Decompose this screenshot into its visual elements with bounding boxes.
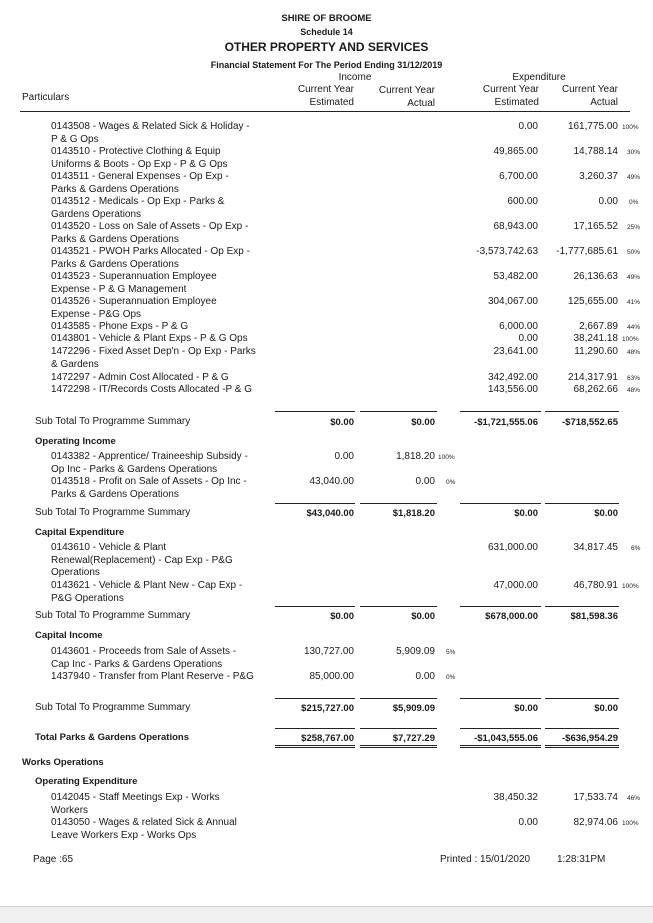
section-title-capital-expenditure: Capital Expenditure [35, 527, 125, 538]
exp-act-header-line2: Actual [590, 97, 618, 108]
list-item: 0142045 - Staff Meetings Exp - Works Workers [51, 792, 220, 816]
exp-estimated-value: 23,641.00 [493, 346, 538, 357]
percent-badge: 41% [627, 299, 641, 306]
list-item: 0143601 - Proceeds from Sale of Assets - Cap Inc - Parks & Gardens Operations [51, 646, 237, 670]
inc-est-header-line1: Current Year [297, 84, 354, 95]
total-double-rule [460, 745, 541, 748]
subtotal-label: Sub Total To Programme Summary [35, 507, 191, 518]
printed-date: Printed : 15/01/2020 [440, 854, 531, 865]
subtotal-inc-est: $215,727.00 [301, 703, 354, 714]
subtotal-rule [545, 411, 619, 412]
total-double-rule [275, 745, 355, 748]
subtotal-rule [275, 698, 355, 699]
subtotal-rule [360, 411, 437, 412]
inc-est-header-line2: Estimated [309, 97, 354, 108]
exp-actual-value: 161,775.00 [567, 121, 618, 132]
total-exp-act: -$636,954.29 [562, 733, 618, 744]
expenditure-group-header: Expenditure [512, 72, 566, 83]
subtotal-label: Sub Total To Programme Summary [35, 416, 191, 427]
exp-actual-value: 38,241.18 [573, 333, 618, 344]
list-item: 1472298 - IT/Records Costs Allocated -P & G [51, 384, 253, 395]
percent-badge: 6% [631, 545, 641, 552]
subtotal-inc-est: $0.00 [330, 417, 354, 428]
subtotal-exp-act: $0.00 [594, 703, 618, 714]
viewer-bottom-bar [0, 906, 653, 923]
exp-estimated-value: 631,000.00 [487, 542, 538, 553]
total-rule [545, 728, 619, 729]
total-inc-act: $7,727.29 [392, 733, 435, 744]
exp-estimated-value: 304,067.00 [487, 296, 538, 307]
list-item: 0143512 - Medicals - Op Exp - Parks & Gardens Operations [51, 196, 225, 220]
percent-badge: 100% [622, 336, 639, 343]
shire-name: SHIRE OF BROOME [281, 13, 372, 24]
subtotal-exp-est: $0.00 [514, 703, 538, 714]
subtotal-label: Sub Total To Programme Summary [35, 610, 191, 621]
percent-badge: 49% [627, 174, 641, 181]
total-label: Total Parks & Gardens Operations [35, 732, 189, 743]
list-item: 0143610 - Vehicle & Plant Renewal(Replacement) - Cap Exp - P&G Operations [51, 542, 233, 578]
exp-actual-value: -1,777,685.61 [556, 246, 618, 257]
subtotal-rule [275, 503, 355, 504]
total-double-rule [360, 745, 437, 748]
exp-actual-value: 46,780.91 [573, 580, 618, 591]
list-item: 0143523 - Superannuation Employee Expense - P & G Management [51, 271, 217, 295]
exp-actual-value: 11,290.60 [574, 346, 618, 357]
subtotal-exp-est: -$1,721,555.06 [474, 417, 538, 428]
list-item: 0143526 - Superannuation Employee Expense - P&G Ops [51, 296, 217, 320]
header-divider [20, 111, 630, 112]
exp-estimated-value: 0.00 [518, 817, 538, 828]
subtotal-rule [275, 606, 355, 607]
subtotal-inc-est: $0.00 [330, 611, 354, 622]
subtotal-rule [460, 606, 541, 607]
list-item: 0143621 - Vehicle & Plant New - Cap Exp - P&G Operations [51, 580, 243, 604]
exp-actual-value: 3,260.37 [579, 171, 618, 182]
percent-badge: 100% [622, 820, 639, 827]
percent-badge: 100% [438, 454, 455, 461]
subtotal-label: Sub Total To Programme Summary [35, 702, 191, 713]
inc-actual-value: 5,909.09 [396, 646, 435, 657]
percent-badge: 30% [627, 149, 641, 156]
percent-badge: 50% [627, 249, 641, 256]
list-item: 0143508 - Wages & Related Sick & Holiday - P & G Ops [51, 121, 250, 145]
inc-actual-value: 0.00 [415, 671, 435, 682]
exp-actual-value: 68,262.66 [573, 384, 618, 395]
list-item: 0143382 - Apprentice/ Traineeship Subsidy - Op Inc - Parks & Gardens Operations [51, 451, 248, 475]
list-item: 0143521 - PWOH Parks Allocated - Op Exp - Parks & Gardens Operations [51, 246, 250, 270]
section-title-operating-expenditure: Operating Expenditure [35, 776, 138, 787]
percent-badge: 0% [446, 479, 456, 486]
subtotal-inc-est: $43,040.00 [306, 508, 354, 519]
exp-estimated-value: 6,700.00 [499, 171, 538, 182]
inc-actual-value: 0.00 [415, 476, 435, 487]
exp-estimated-value: -3,573,742.63 [476, 246, 538, 257]
percent-badge: 5% [446, 649, 456, 656]
total-rule [360, 728, 437, 729]
exp-actual-value: 0.00 [598, 196, 618, 207]
exp-estimated-value: 38,450.32 [493, 792, 538, 803]
subtotal-rule [460, 503, 541, 504]
inc-act-header-line2: Actual [407, 98, 435, 109]
subtotal-exp-est: $678,000.00 [485, 611, 538, 622]
exp-estimated-value: 6,000.00 [499, 321, 538, 332]
list-item: 0143801 - Vehicle & Plant Exps - P & G Ops [51, 333, 248, 344]
list-item: 0143520 - Loss on Sale of Assets - Op Exp - Parks & Gardens Operations [51, 221, 249, 245]
percent-badge: 25% [627, 224, 641, 231]
exp-estimated-value: 342,492.00 [487, 372, 538, 383]
exp-actual-value: 214,317.91 [567, 372, 618, 383]
exp-actual-value: 82,974.06 [573, 817, 618, 828]
section-title-capital-income: Capital Income [35, 630, 103, 641]
exp-estimated-value: 68,943.00 [493, 221, 538, 232]
section-title-works-operations: Works Operations [22, 757, 104, 768]
subtotal-exp-act: -$718,552.65 [562, 417, 618, 428]
inc-actual-value: 1,818.20 [396, 451, 435, 462]
exp-estimated-value: 143,556.00 [487, 384, 538, 395]
subtotal-exp-est: $0.00 [514, 508, 538, 519]
exp-estimated-value: 0.00 [518, 333, 538, 344]
exp-est-header-line2: Estimated [494, 97, 539, 108]
income-group-header: Income [338, 72, 372, 83]
exp-actual-value: 125,655.00 [567, 296, 618, 307]
exp-estimated-value: 600.00 [507, 196, 538, 207]
subtotal-rule [545, 503, 619, 504]
subtotal-rule [545, 606, 619, 607]
subtotal-exp-act: $81,598.36 [570, 611, 618, 622]
subtotal-rule [360, 503, 437, 504]
list-item: 1472297 - Admin Cost Allocated - P & G [51, 372, 229, 383]
total-inc-est: $258,767.00 [301, 733, 354, 744]
page-number: Page :65 [33, 854, 74, 865]
exp-actual-value: 2,667.89 [579, 321, 618, 332]
list-item: 1437940 - Transfer from Plant Reserve - P&G [51, 671, 254, 682]
percent-badge: 100% [622, 583, 639, 590]
report-title: OTHER PROPERTY AND SERVICES [224, 40, 429, 54]
exp-act-header-line1: Current Year [561, 84, 618, 95]
percent-badge: 49% [627, 274, 641, 281]
exp-estimated-value: 47,000.00 [493, 580, 538, 591]
subtotal-inc-act: $5,909.09 [392, 703, 435, 714]
inc-estimated-value: 0.00 [334, 451, 354, 462]
list-item: 0143511 - General Expenses - Op Exp - Parks & Gardens Operations [51, 171, 229, 195]
percent-badge: 0% [629, 199, 639, 206]
printed-time: 1:28:31PM [557, 854, 606, 865]
report-period: Financial Statement For The Period Ending 31/12/2019 [210, 60, 443, 70]
inc-estimated-value: 130,727.00 [303, 646, 354, 657]
exp-estimated-value: 0.00 [518, 121, 538, 132]
exp-actual-value: 26,136.63 [573, 271, 618, 282]
total-double-rule [545, 745, 619, 748]
section-title-operating-income: Operating Income [35, 436, 116, 447]
total-rule [460, 728, 541, 729]
percent-badge: 46% [627, 795, 641, 802]
inc-act-header-line1: Current Year [378, 85, 435, 96]
subtotal-inc-act: $0.00 [411, 611, 435, 622]
list-item: 0143585 - Phone Exps - P & G [51, 321, 189, 332]
total-exp-est: -$1,043,555.06 [474, 733, 538, 744]
subtotal-rule [460, 698, 541, 699]
subtotal-inc-act: $0.00 [411, 417, 435, 428]
schedule-number: Schedule 14 [300, 27, 353, 37]
subtotal-rule [360, 698, 437, 699]
exp-actual-value: 14,788.14 [573, 146, 618, 157]
list-item: 0143050 - Wages & related Sick & Annual Leave Workers Exp - Works Ops [51, 817, 237, 841]
exp-actual-value: 17,165.52 [573, 221, 618, 232]
list-item: 0143510 - Protective Clothing & Equip Uniforms & Boots - Op Exp - P & G Ops [51, 146, 228, 170]
subtotal-exp-act: $0.00 [594, 508, 618, 519]
subtotal-rule [545, 698, 619, 699]
exp-estimated-value: 53,482.00 [493, 271, 538, 282]
percent-badge: 63% [627, 375, 641, 382]
percent-badge: 100% [622, 124, 639, 131]
subtotal-inc-act: $1,818.20 [392, 508, 435, 519]
percent-badge: 0% [446, 674, 456, 681]
exp-actual-value: 34,817.45 [573, 542, 618, 553]
inc-estimated-value: 43,040.00 [309, 476, 354, 487]
list-item: 0143518 - Profit on Sale of Assets - Op Inc - Parks & Gardens Operations [51, 476, 247, 500]
inc-estimated-value: 85,000.00 [309, 671, 354, 682]
subtotal-rule [275, 411, 355, 412]
particulars-header: Particulars [22, 92, 70, 103]
exp-est-header-line1: Current Year [482, 84, 539, 95]
percent-badge: 48% [627, 387, 641, 394]
exp-actual-value: 17,533.74 [573, 792, 618, 803]
subtotal-rule [360, 606, 437, 607]
percent-badge: 44% [627, 324, 641, 331]
list-item: 1472296 - Fixed Asset Dep'n - Op Exp - Parks & Gardens [51, 346, 256, 370]
percent-badge: 48% [627, 349, 641, 356]
subtotal-rule [460, 411, 541, 412]
total-rule [275, 728, 355, 729]
exp-estimated-value: 49,865.00 [493, 146, 538, 157]
